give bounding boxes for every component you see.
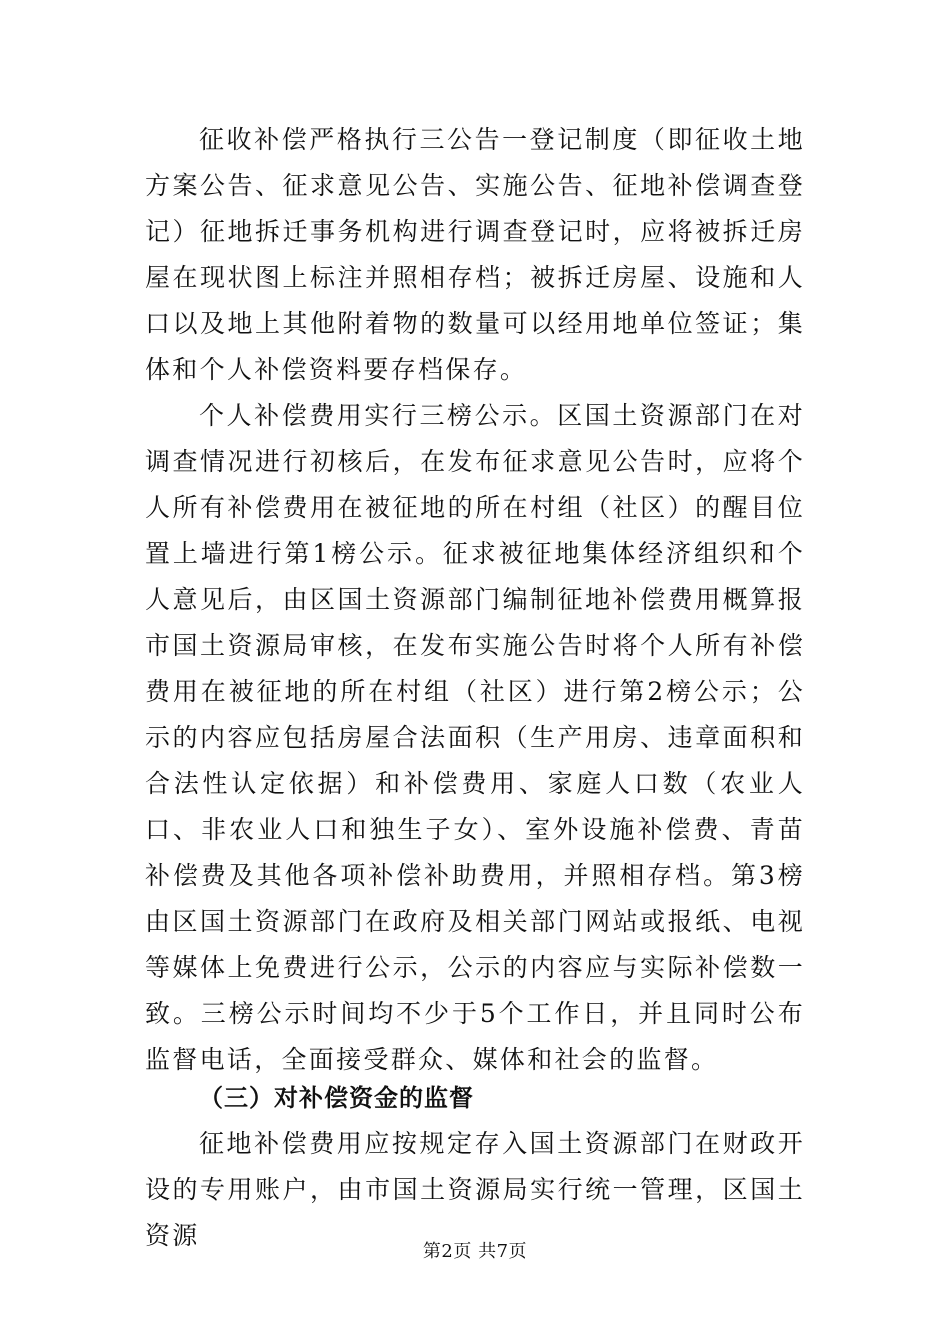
body-text-top xyxy=(145,117,805,1083)
page-number-footer: 第2页 共7页 xyxy=(422,1241,528,1262)
paragraph-compensation-funds: 征地补偿费用应按规定存入国土资源部门在财政开设的专用账户，由市国土资源局实行统一管理，区国土资源 xyxy=(145,1129,805,1250)
paragraph-three-list-publicity: 个人补偿费用实行三榜公示。区国土资源部门在对调查情况进行初核后，在发布征求意见公告时，应将个人所有补偿费用在被征地的所在村组（社区）的醒目位置上墙进行第1榜公示。征求被征地集体经济组织和个人意见后，由区国土资源部门编制征地补偿费用概算报市国土资源局审核，在发布实施公告时将个人所有补偿费用在被征地的所在村组（社区）进行第2榜公示；公示的内容应包括房屋合法面积（生产用房、违章面积和合法性认定依据）和补偿费用、家庭人口数（农业人口、非农业人口和独生子女）、室外设施补偿费、青苗补偿费及其他各项补偿补助费用，并照相存档。第3榜由区国土资源部门在政府及相关部门网站或报纸、电视等媒体上免费进行公示，公示的内容应与实际补偿数一致。三榜公示时间均不少于5个工作日，并且同时公布监督电话，全面接受群众、媒体和社会的监督。 xyxy=(145,401,805,1074)
section-heading: （三）对补偿资金的监督 xyxy=(199,1084,474,1112)
paragraph-registration-system: 征收补偿严格执行三公告一登记制度（即征收土地方案公告、征求意见公告、实施公告、征地补偿调查登记）征地拆迁事务机构进行调查登记时，应将被拆迁房屋在现状图上标注并照相存档；被拆迁房屋、设施和人口以及地上其他附着物的数量可以经用地单位签证；集体和个人补偿资料要存档保存。 xyxy=(145,125,805,384)
body-text-bottom xyxy=(145,1075,805,1259)
